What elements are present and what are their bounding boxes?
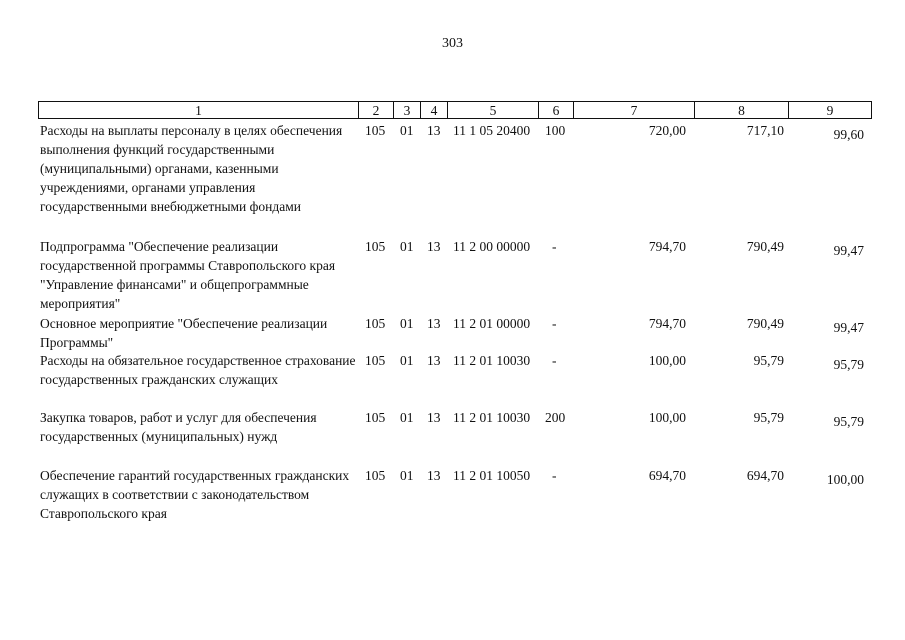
header-col-7: 7	[573, 101, 695, 119]
row-col-9: 95,79	[833, 414, 864, 429]
header-col-3: 3	[393, 101, 421, 119]
row-col-9: 99,47	[833, 243, 864, 258]
row-col-3: 01	[400, 353, 414, 368]
row-col-4: 13	[427, 239, 441, 254]
row-col-9: 95,79	[833, 357, 864, 372]
row-col-7: 794,70	[648, 239, 686, 254]
row-col-4: 13	[427, 123, 441, 138]
row-description: Подпрограмма "Обеспечение реализации государственной программы Ставропольского края "Управление финансами" и общепрограммные мероприятия"	[40, 239, 336, 311]
row-col-5: 11 2 00 00000	[453, 239, 531, 254]
row-col-4: 13	[427, 468, 441, 483]
row-col-3: 01	[400, 123, 414, 138]
row-col-6: 100	[545, 123, 566, 138]
row-col-5: 11 1 05 20400	[453, 123, 531, 138]
row-col-8: 717,10	[746, 123, 784, 138]
row-col-7: 794,70	[648, 316, 686, 331]
row-col-8: 790,49	[746, 316, 784, 331]
row-description: Обеспечение гарантий государственных гражданских служащих в соответствии с законодательством Ставропольского края	[40, 468, 350, 521]
row-col-4: 13	[427, 353, 441, 368]
row-col-4: 13	[427, 316, 441, 331]
row-col-7: 720,00	[648, 123, 686, 138]
page-number: 303	[442, 36, 463, 51]
row-col-7: 100,00	[648, 353, 686, 368]
row-col-5: 11 2 01 10030	[453, 353, 531, 368]
row-description: Расходы на обязательное государственное страхование государственных гражданских служащих	[40, 353, 356, 387]
row-col-6: 200	[545, 410, 566, 425]
row-col-2: 105	[365, 123, 386, 138]
row-col-5: 11 2 01 10030	[453, 410, 531, 425]
row-col-9: 99,60	[833, 127, 864, 142]
row-col-7: 100,00	[648, 410, 686, 425]
row-description: Расходы на выплаты персоналу в целях обеспечения выполнения функций государственными (муниципальными) органами, казенными учреждениями, органами управления государственными внебюджетными фондами	[40, 123, 343, 214]
header-col-4: 4	[420, 101, 448, 119]
row-col-5: 11 2 01 10050	[453, 468, 531, 483]
header-col-5: 5	[447, 101, 539, 119]
row-col-2: 105	[365, 468, 386, 483]
row-col-2: 105	[365, 239, 386, 254]
row-col-9: 99,47	[833, 320, 864, 335]
row-col-3: 01	[400, 239, 414, 254]
header-col-9: 9	[788, 101, 872, 119]
row-col-2: 105	[365, 316, 386, 331]
row-col-8: 790,49	[746, 239, 784, 254]
header-col-2: 2	[358, 101, 394, 119]
row-col-6: -	[552, 316, 557, 331]
row-col-9: 100,00	[826, 472, 864, 487]
row-description: Основное мероприятие "Обеспечение реализации Программы"	[40, 316, 328, 350]
row-description: Закупка товаров, работ и услуг для обеспечения государственных (муниципальных) нужд	[40, 410, 317, 444]
row-col-6: -	[552, 353, 557, 368]
header-col-8: 8	[694, 101, 789, 119]
row-col-2: 105	[365, 353, 386, 368]
row-col-6: -	[552, 239, 557, 254]
row-col-7: 694,70	[648, 468, 686, 483]
row-col-4: 13	[427, 410, 441, 425]
row-col-8: 95,79	[753, 410, 784, 425]
header-col-1: 1	[38, 101, 359, 119]
row-col-6: -	[552, 468, 557, 483]
row-col-2: 105	[365, 410, 386, 425]
row-col-8: 95,79	[753, 353, 784, 368]
row-col-3: 01	[400, 316, 414, 331]
header-col-6: 6	[538, 101, 574, 119]
row-col-8: 694,70	[746, 468, 784, 483]
row-col-5: 11 2 01 00000	[453, 316, 531, 331]
row-col-3: 01	[400, 468, 414, 483]
row-col-3: 01	[400, 410, 414, 425]
